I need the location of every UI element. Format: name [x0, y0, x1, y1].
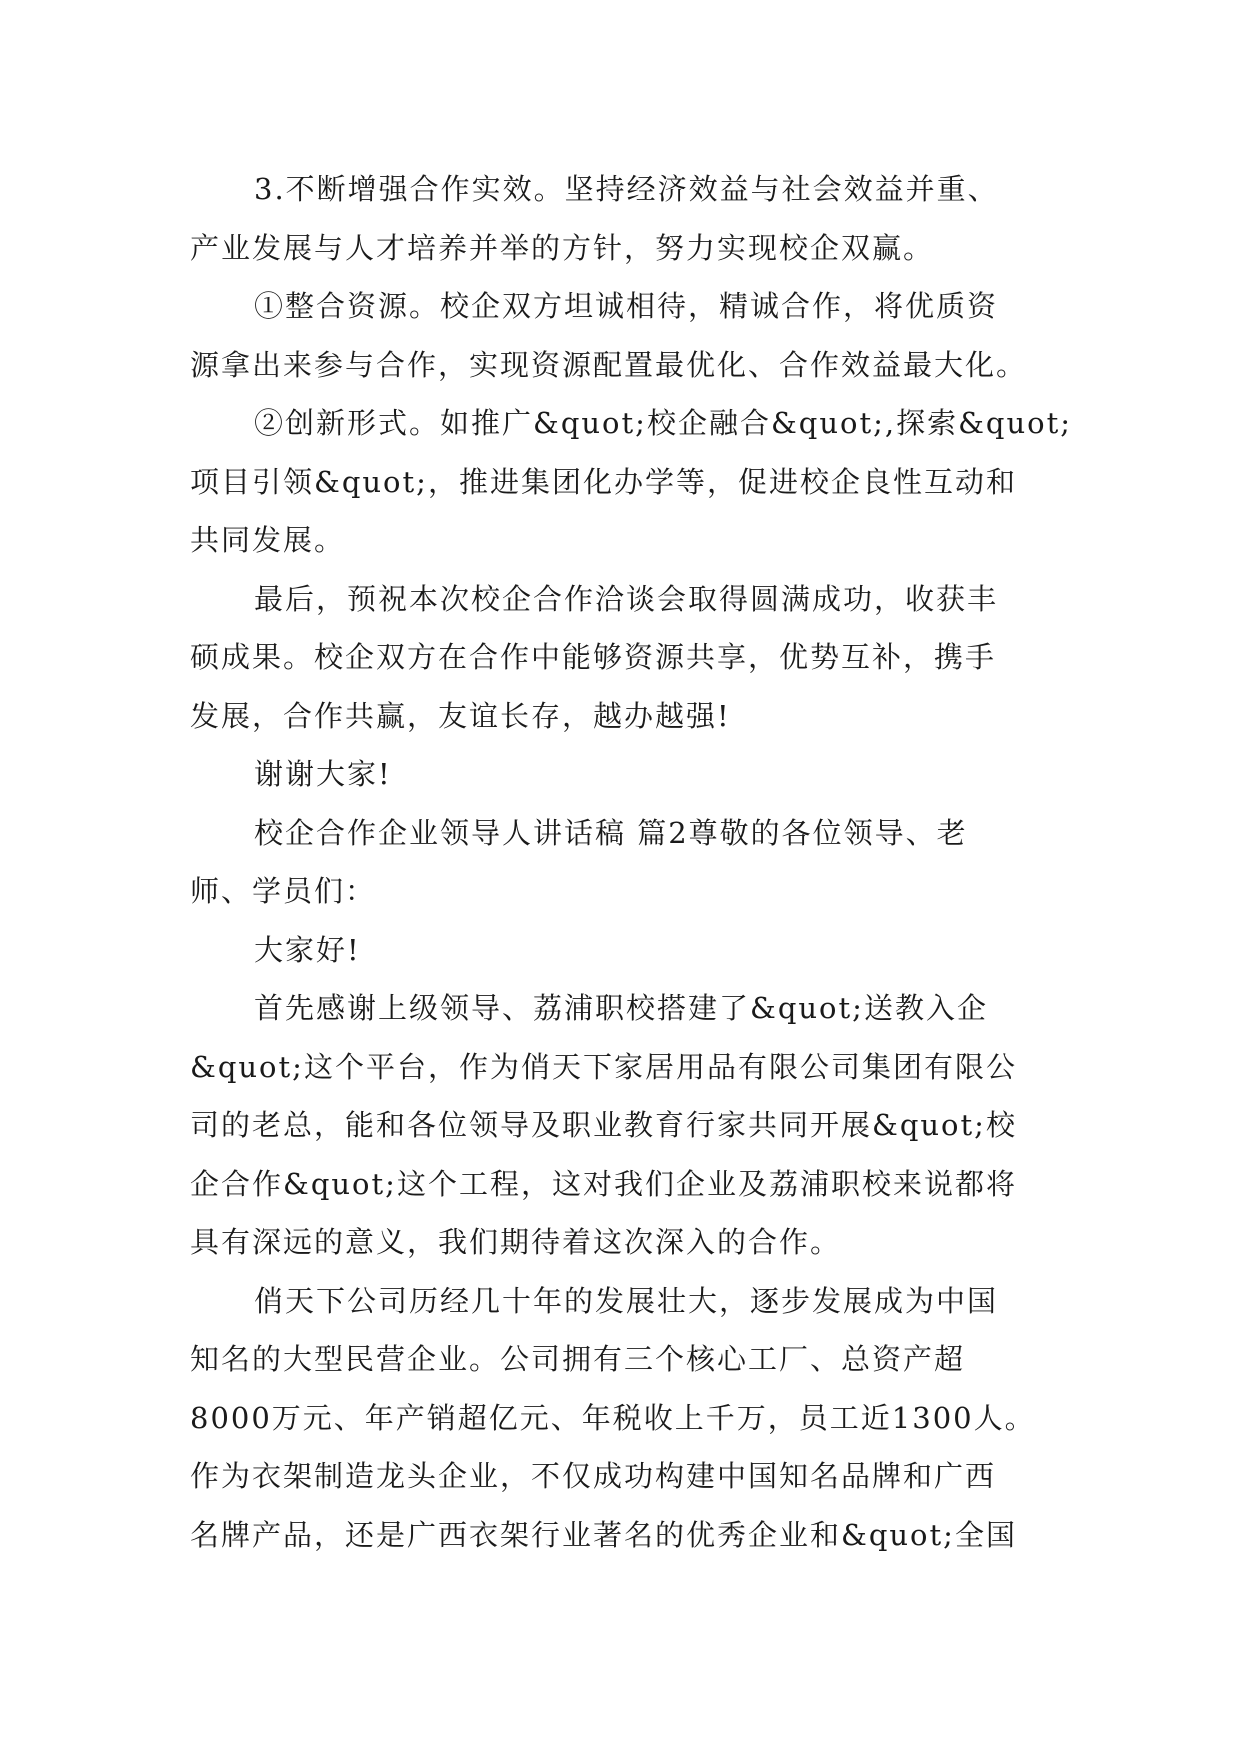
text-line: 名牌产品，还是广西衣架行业著名的优秀企业和&quot;全国 — [190, 1517, 1017, 1552]
text-line: 企合作&quot;这个工程，这对我们企业及荔浦职校来说都将 — [190, 1166, 1017, 1201]
text-line: 8000万元、年产销超亿元、年税收上千万，员工近1300人。 — [190, 1400, 1036, 1435]
text-line: 源拿出来参与合作，实现资源配置最优化、合作效益最大化。 — [190, 347, 1028, 382]
text-line: 俏天下公司历经几十年的发展壮大，逐步发展成为中国 — [254, 1283, 999, 1318]
text-line: 大家好! — [254, 932, 361, 967]
text-line: 3.不断增强合作实效。坚持经济效益与社会效益并重、 — [254, 172, 999, 206]
text-line: 发展，合作共赢，友谊长存，越办越强! — [190, 698, 731, 733]
text-line: 项目引领&quot;，推进集团化办学等，促进校企良性互动和 — [190, 464, 1017, 499]
text-line: 师、学员们： — [190, 874, 377, 908]
text-line: ①整合资源。校企双方坦诚相待，精诚合作，将优质资 — [254, 289, 999, 323]
text-line: 校企合作企业领导人讲话稿 篇2尊敬的各位领导、老 — [254, 815, 968, 850]
text-line: 产业发展与人才培养并举的方针，努力实现校企双赢。 — [190, 230, 935, 265]
text-line: 作为衣架制造龙头企业，不仅成功构建中国知名品牌和广西 — [190, 1459, 997, 1493]
text-line: ②创新形式。如推广&quot;校企融合&quot;,探索&quot; — [254, 406, 1073, 440]
text-line: 谢谢大家! — [254, 757, 392, 791]
text-line: 知名的大型民营企业。公司拥有三个核心工厂、总资产超 — [190, 1342, 966, 1376]
text-line: 首先感谢上级领导、荔浦职校搭建了&quot;送教入企 — [254, 991, 988, 1025]
text-line: 硕成果。校企双方在合作中能够资源共享，优势互补，携手 — [190, 640, 997, 674]
text-line: 共同发展。 — [190, 523, 346, 557]
text-line: &quot;这个平台，作为俏天下家居用品有限公司集团有限公 — [190, 1049, 1017, 1084]
text-line: 具有深远的意义，我们期待着这次深入的合作。 — [190, 1225, 842, 1259]
text-line: 司的老总，能和各位领导及职业教育行家共同开展&quot;校 — [190, 1108, 1017, 1142]
body-text — [190, 160, 1073, 1564]
text-line: 最后，预祝本次校企合作洽谈会取得圆满成功，收获丰 — [254, 581, 999, 616]
